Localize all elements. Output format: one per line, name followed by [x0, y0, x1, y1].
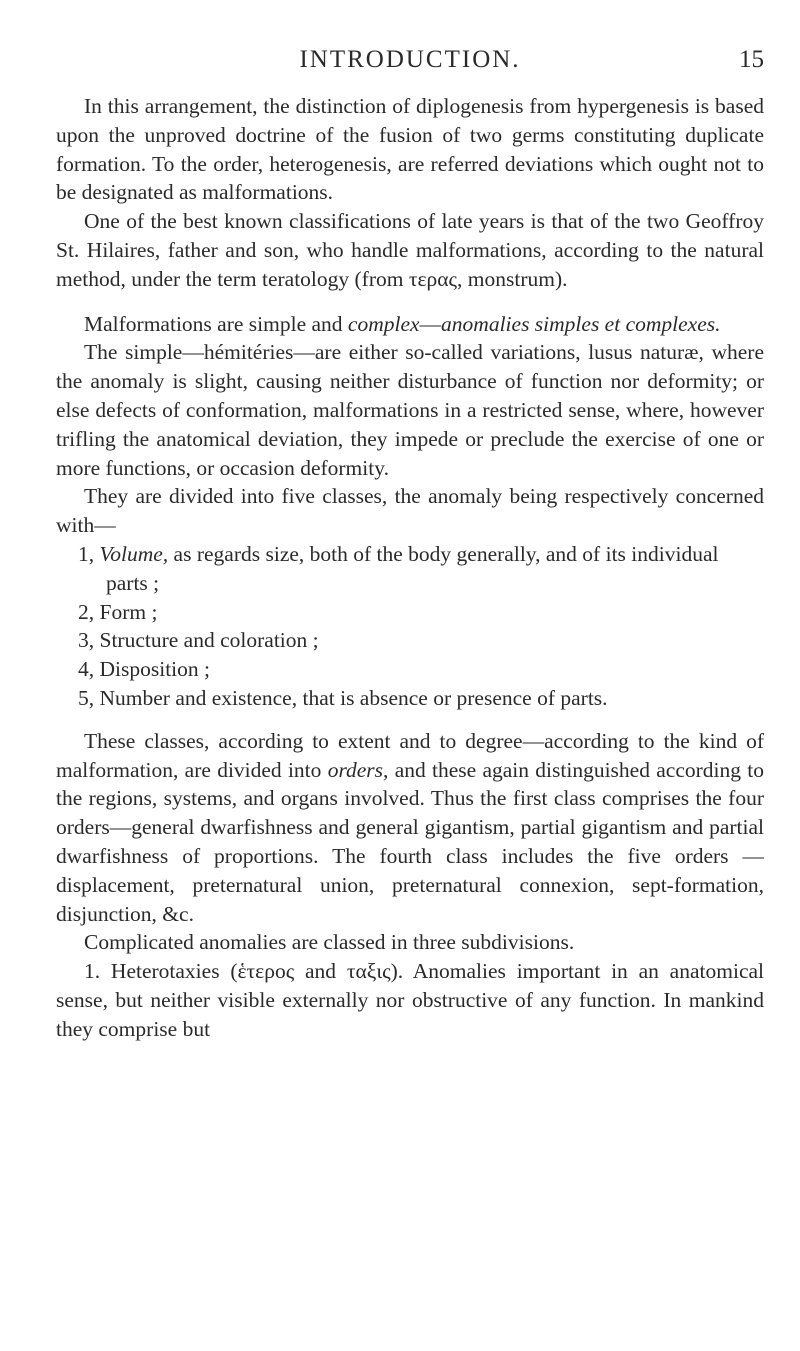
list-item-number: 5,	[78, 685, 95, 710]
paragraph-heterotaxies: 1. Heterotaxies (ἑτερος and ταξις). Anomalies important in an anatomical sense, but neither visible externally nor obstructive of any function. In mankind they comprise but	[56, 959, 764, 1041]
french-term: anomalies simples et complexes.	[441, 311, 721, 336]
page-number: 15	[739, 46, 764, 73]
list-item-text: Structure and coloration ;	[99, 628, 319, 653]
list-item-text: as regards size, both of the body generally, and of its individual parts ;	[106, 541, 719, 595]
paragraph-orders	[56, 727, 764, 929]
paragraph-five-classes: They are divided into five classes, the anomaly being respectively concerned with—	[56, 484, 764, 538]
list-item-number: 2,	[78, 599, 95, 624]
paragraph-simple-complex	[56, 310, 764, 339]
classes-list	[56, 540, 764, 713]
list-item	[56, 655, 764, 684]
list-item	[56, 598, 764, 627]
list-item-text: Disposition ;	[99, 657, 211, 682]
simple-complex-lead: Malformations are simple and	[84, 311, 348, 336]
list-item	[56, 684, 764, 713]
list-item-number: 4,	[78, 657, 95, 682]
page-body	[56, 92, 764, 1044]
running-header	[56, 46, 764, 82]
running-title: INTRODUCTION.	[299, 46, 521, 73]
list-item-number: 1,	[78, 541, 95, 566]
list-item-term: Volume,	[99, 541, 169, 566]
list-item	[56, 626, 764, 655]
orders-term: orders	[327, 757, 384, 782]
orders-rest: , and these again distinguished according to the regions, systems, and organs involved. Thus the first class comprises the four orders—general dwarfishness and general gigantism, partial gigantism and partial dwarfishness of proportions. The fourth class includes the five orders — displacement, preternatural union, preternatural connexion, sept-formation, disjunction, &c.	[56, 757, 765, 926]
paragraph-geoffroy: One of the best known classifications of late years is that of the two Geoffroy St. Hilaires, father and son, who handle malformations, according to the natural method, under the term teratology (from τερας, monstrum).	[56, 209, 764, 291]
complex-term: complex	[347, 311, 420, 336]
simple-complex-dash: —	[419, 311, 442, 336]
list-item	[56, 540, 764, 598]
list-item-text: Number and existence, that is absence or presence of parts.	[99, 685, 608, 710]
paragraph-diplogenesis: In this arrangement, the distinction of diplogenesis from hypergenesis is based upon the unproved doctrine of the fusion of two germs constituting duplicate formation. To the order, heterogenesis, are referred deviations which ought not to be designated as malformations.	[56, 94, 764, 205]
list-item-number: 3,	[78, 628, 95, 653]
list-item-text: Form ;	[99, 599, 158, 624]
paragraph-complicated: Complicated anomalies are classed in three subdivisions.	[84, 930, 575, 955]
paragraph-hemiteries: The simple—hémitéries—are either so-called variations, lusus naturæ, where the anomaly is slight, causing neither disturbance of function nor deformity; or else defects of conformation, malformations in a restricted sense, where, however trifling the anatomical deviation, they impede or preclude the exercise of one or more functions, or occasion deformity.	[56, 340, 764, 480]
orders-lead: These classes, according to extent and to degree—according to the kind of malformation, are divided into	[56, 728, 764, 782]
